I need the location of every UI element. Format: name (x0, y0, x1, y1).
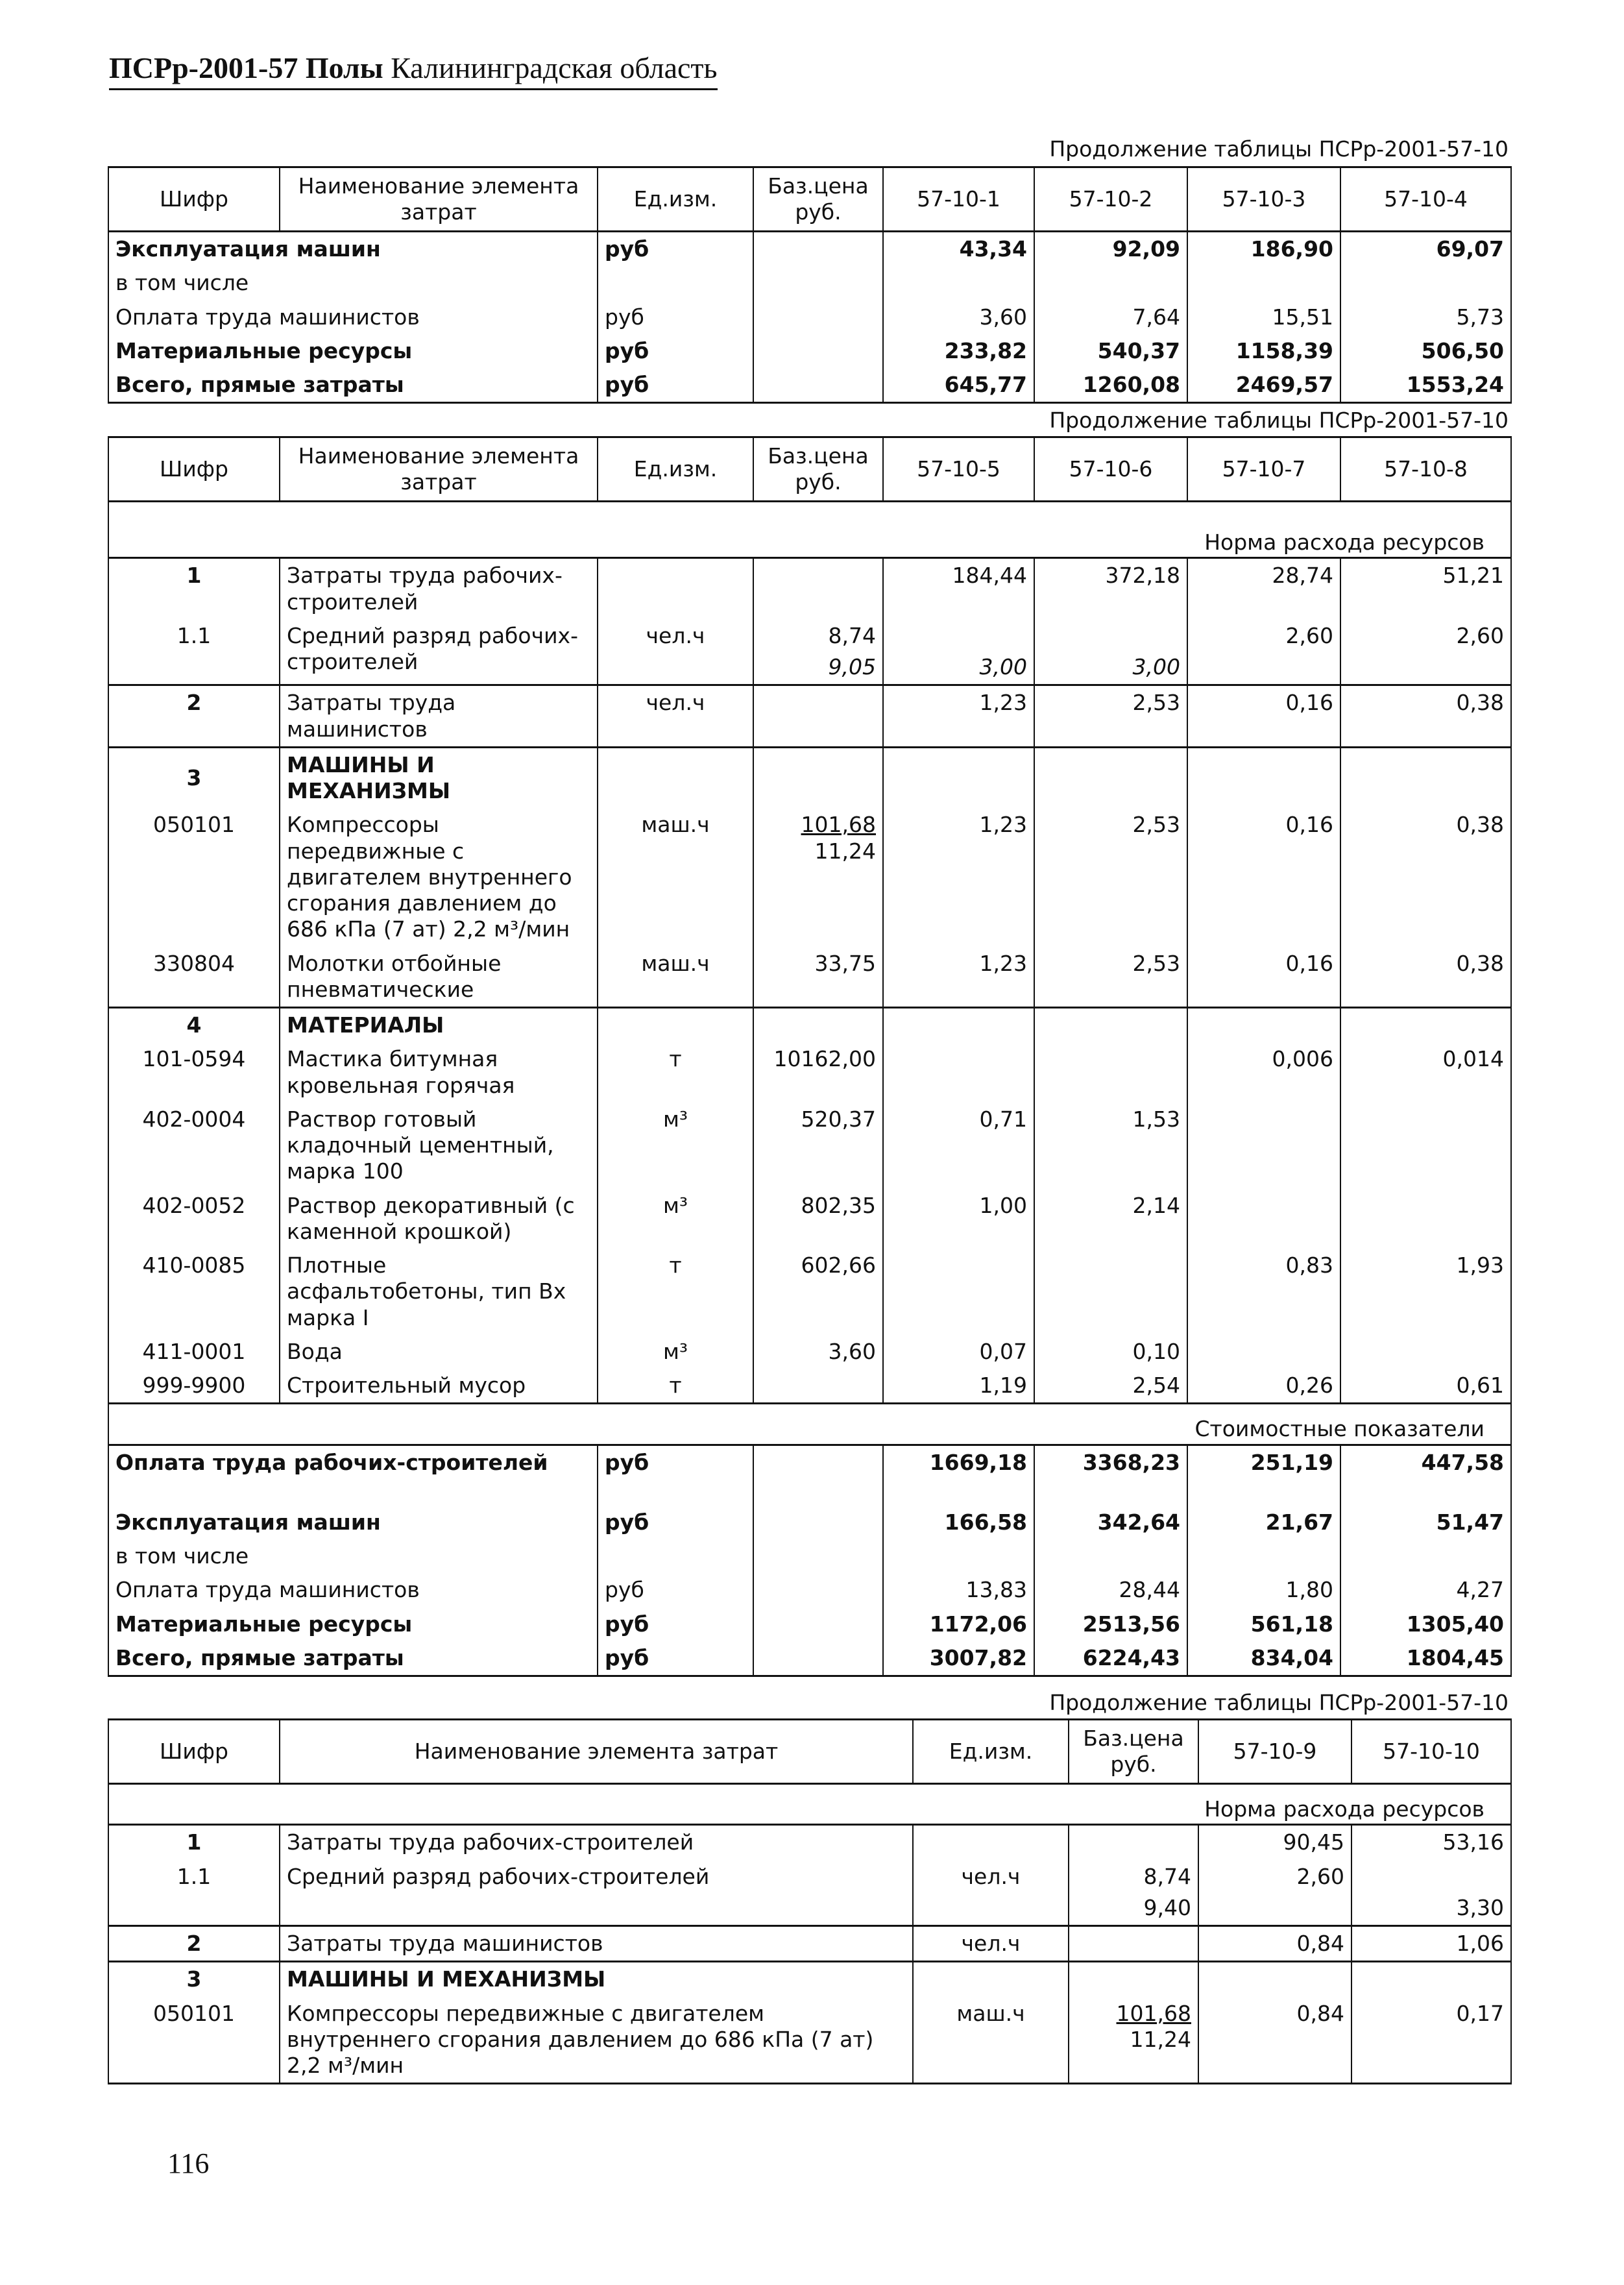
table-row (108, 1962, 1511, 1997)
table-row (108, 1641, 1511, 1676)
row-unit: м³ (598, 1103, 753, 1189)
document-region: Калининградская область (391, 51, 718, 84)
row-price-secondary: 11,24 (814, 838, 876, 864)
value-cell: 2,60 (1198, 1860, 1351, 1926)
row-unit: т (598, 1249, 753, 1335)
row-code: 411-0001 (108, 1335, 280, 1369)
row-unit: маш.ч (598, 808, 753, 946)
row-unit: м³ (598, 1335, 753, 1369)
row-price: 802,35 (753, 1189, 883, 1249)
row-unit: маш.ч (913, 1997, 1069, 2084)
row-price: 8,74 (828, 622, 876, 648)
value-cell (1187, 1335, 1340, 1369)
value-cell: 561,18 (1187, 1607, 1340, 1641)
row-code: 050101 (108, 1997, 280, 2084)
row-unit: т (598, 1369, 753, 1404)
band-cost-label: Стоимостные показатели (108, 1404, 1511, 1445)
document-section: Полы (305, 51, 383, 84)
row-unit: чел.ч (913, 1860, 1069, 1926)
col-header-name: Наименование элемента затрат (280, 167, 598, 232)
col-header-57-10-3: 57-10-3 (1187, 167, 1340, 232)
value-cell: 0,84 (1198, 1926, 1351, 1962)
band-row (108, 1404, 1511, 1445)
value-cell: 4,27 (1340, 1573, 1511, 1607)
value-cell (1340, 1189, 1511, 1249)
value-cell: 166,58 (883, 1506, 1034, 1539)
value-cell: 1553,24 (1340, 368, 1511, 403)
col-header-57-10-4: 57-10-4 (1340, 167, 1511, 232)
row-name: Всего, прямые затраты (108, 1641, 598, 1676)
col-header-code: Шифр (108, 437, 280, 502)
value-cell: 0,38 (1340, 685, 1511, 748)
table-row (108, 1573, 1511, 1607)
row-name: Вода (280, 1335, 598, 1369)
value-cell: 2,60 (1187, 619, 1340, 685)
row-price (753, 1369, 883, 1404)
table3-continuation-caption: Продолжение таблицы ПСРр-2001-57-10 (1049, 1690, 1509, 1715)
table-row (108, 232, 1511, 267)
row-price: 101,68 (801, 812, 876, 838)
row-name: Средний разряд рабочих-строителей (280, 1860, 913, 1926)
table2 (108, 436, 1512, 1677)
table-row (108, 558, 1511, 619)
value-cell: 447,58 (1340, 1445, 1511, 1506)
row-unit: маш.ч (598, 947, 753, 1008)
row-price (753, 685, 883, 748)
col-header-57-10-8: 57-10-8 (1340, 437, 1511, 502)
value-cell: 1158,39 (1187, 334, 1340, 368)
value-cell: 0,26 (1187, 1369, 1340, 1404)
row-code: 1 (108, 1825, 280, 1860)
row-unit: руб (598, 300, 753, 334)
value-cell: 3,00 (883, 619, 1034, 685)
table-row (108, 368, 1511, 403)
value-cell (1034, 1249, 1187, 1335)
value-cell: 5,73 (1340, 300, 1511, 334)
section-heading: МАТЕРИАЛЫ (280, 1008, 598, 1043)
value-cell: 3007,82 (883, 1641, 1034, 1676)
row-price (1069, 1926, 1198, 1962)
row-unit (913, 1825, 1069, 1860)
row-unit: т (598, 1042, 753, 1103)
row-price-secondary: 9,40 (1143, 1894, 1191, 1920)
row-name: Всего, прямые затраты (108, 368, 598, 403)
value-cell: 233,82 (883, 334, 1034, 368)
table-row (108, 1539, 1511, 1573)
value-cell: 0,71 (883, 1103, 1034, 1189)
row-unit: руб (598, 1445, 753, 1506)
row-name: Раствор готовый кладочный цементный, марка 100 (280, 1103, 598, 1189)
row-unit: чел.ч (913, 1926, 1069, 1962)
value-cell: 43,34 (883, 232, 1034, 267)
table-row (108, 1860, 1511, 1926)
value-cell: 53,16 (1351, 1825, 1511, 1860)
row-name: в том числе (108, 266, 598, 300)
row-unit (598, 558, 753, 619)
row-name: Эксплуатация машин (108, 1506, 598, 1539)
col-header-code: Шифр (108, 167, 280, 232)
value-cell: 28,74 (1187, 558, 1340, 619)
row-code: 4 (108, 1008, 280, 1043)
row-name: в том числе (108, 1539, 598, 1573)
value-cell: 342,64 (1034, 1506, 1187, 1539)
value-cell: 0,006 (1187, 1042, 1340, 1103)
row-name: Компрессоры передвижные с двигателем внутреннего сгорания давлением до 686 кПа (7 ат) 2,2 м³/мин (280, 808, 598, 946)
value-cell: 3368,23 (1034, 1445, 1187, 1506)
value-cell: 1305,40 (1340, 1607, 1511, 1641)
band-row (108, 1784, 1511, 1825)
row-code: 101-0594 (108, 1042, 280, 1103)
table1 (108, 166, 1512, 404)
table-row (108, 1103, 1511, 1189)
value-cell: 1172,06 (883, 1607, 1034, 1641)
row-code: 330804 (108, 947, 280, 1008)
row-code: 2 (108, 1926, 280, 1962)
row-price: 33,75 (753, 947, 883, 1008)
table2-header-row (108, 437, 1511, 502)
value-cell: 0,16 (1187, 947, 1340, 1008)
value-cell: 1,53 (1034, 1103, 1187, 1189)
table-row (108, 747, 1511, 808)
value-cell: 540,37 (1034, 334, 1187, 368)
page-header (109, 53, 718, 90)
row-code: 410-0085 (108, 1249, 280, 1335)
value-cell: 506,50 (1340, 334, 1511, 368)
value-cell: 1,06 (1351, 1926, 1511, 1962)
value-cell: 3,30 (1351, 1860, 1511, 1926)
value-cell: 92,09 (1034, 232, 1187, 267)
row-name: Затраты труда рабочих-строителей (280, 558, 598, 619)
table-row (108, 300, 1511, 334)
row-unit: м³ (598, 1189, 753, 1249)
col-header-price: Баз.цена руб. (753, 167, 883, 232)
row-price: 10162,00 (753, 1042, 883, 1103)
row-name: Строительный мусор (280, 1369, 598, 1404)
value-cell: 0,38 (1340, 808, 1511, 946)
table-row (108, 1926, 1511, 1962)
value-cell: 1,19 (883, 1369, 1034, 1404)
value-cell: 0,83 (1187, 1249, 1340, 1335)
table-row (108, 1335, 1511, 1369)
row-unit: руб (598, 334, 753, 368)
value-cell: 0,17 (1351, 1997, 1511, 2084)
table-row (108, 1369, 1511, 1404)
row-name: Оплата труда рабочих-строителей (108, 1445, 598, 1506)
document-code: ПСРр-2001-57 (109, 51, 298, 84)
value-cell: 51,47 (1340, 1506, 1511, 1539)
value-cell: 2,53 (1034, 685, 1187, 748)
value-cell: 1,00 (883, 1189, 1034, 1249)
band-norm-label: Норма расхода ресурсов (108, 1784, 1511, 1825)
row-name: Затраты труда машинистов (280, 1926, 913, 1962)
table-row (108, 1189, 1511, 1249)
value-cell: 0,16 (1187, 685, 1340, 748)
row-price: 101,68 (1116, 2000, 1191, 2026)
row-name: Мастика битумная кровельная горячая (280, 1042, 598, 1103)
value-cell: 90,45 (1198, 1825, 1351, 1860)
row-code: 402-0052 (108, 1189, 280, 1249)
col-header-code: Шифр (108, 1720, 280, 1784)
value-cell: 834,04 (1187, 1641, 1340, 1676)
value-cell: 0,16 (1187, 808, 1340, 946)
band-norm-label: Норма расхода ресурсов (108, 502, 1511, 558)
col-header-57-10-6: 57-10-6 (1034, 437, 1187, 502)
value-cell: 1,23 (883, 808, 1034, 946)
row-name: Молотки отбойные пневматические (280, 947, 598, 1008)
row-name: Материальные ресурсы (108, 1607, 598, 1641)
row-name: Оплата труда машинистов (108, 300, 598, 334)
value-cell: 69,07 (1340, 232, 1511, 267)
value-cell (883, 1042, 1034, 1103)
row-code: 3 (108, 747, 280, 808)
row-unit: руб (598, 1506, 753, 1539)
row-price: 8,74 (1143, 1863, 1191, 1889)
row-unit: руб (598, 1607, 753, 1641)
table-row (108, 266, 1511, 300)
row-price-secondary: 9,05 (828, 654, 876, 679)
row-name: Материальные ресурсы (108, 334, 598, 368)
col-header-name: Наименование элемента затрат (280, 437, 598, 502)
col-header-unit: Ед.изм. (913, 1720, 1069, 1784)
value-cell: 15,51 (1187, 300, 1340, 334)
col-header-unit: Ед.изм. (598, 437, 753, 502)
value-cell: 1669,18 (883, 1445, 1034, 1506)
table-row (108, 1249, 1511, 1335)
row-price: 520,37 (753, 1103, 883, 1189)
value-cell (1187, 1189, 1340, 1249)
table1-continuation-caption: Продолжение таблицы ПСРр-2001-57-10 (1049, 136, 1509, 162)
value-cell: 2469,57 (1187, 368, 1340, 403)
row-name: Компрессоры передвижные с двигателем внутреннего сгорания давлением до 686 кПа (7 ат) 2,2 м³/мин (280, 1997, 913, 2084)
row-price: 602,66 (753, 1249, 883, 1335)
col-header-57-10-10: 57-10-10 (1351, 1720, 1511, 1784)
row-name: Оплата труда машинистов (108, 1573, 598, 1607)
value-cell (1340, 1103, 1511, 1189)
value-cell: 1,23 (883, 685, 1034, 748)
value-cell: 6224,43 (1034, 1641, 1187, 1676)
row-price-secondary: 11,24 (1130, 2026, 1191, 2052)
col-header-price: Баз.цена руб. (753, 437, 883, 502)
table-row (108, 1506, 1511, 1539)
value-cell: 645,77 (883, 368, 1034, 403)
value-cell (1187, 1103, 1340, 1189)
row-code: 050101 (108, 808, 280, 946)
table-row (108, 334, 1511, 368)
row-unit: чел.ч (598, 619, 753, 685)
row-name: Средний разряд рабочих-строителей (280, 619, 598, 685)
value-cell: 21,67 (1187, 1506, 1340, 1539)
row-code: 2 (108, 685, 280, 748)
band-row (108, 502, 1511, 558)
col-header-57-10-7: 57-10-7 (1187, 437, 1340, 502)
row-code: 1.1 (108, 1860, 280, 1926)
value-cell: 0,014 (1340, 1042, 1511, 1103)
value-cell: 0,07 (883, 1335, 1034, 1369)
table-row (108, 1997, 1511, 2084)
value-cell: 0,84 (1198, 1997, 1351, 2084)
col-header-57-10-5: 57-10-5 (883, 437, 1034, 502)
page-number: 116 (167, 2147, 210, 2179)
value-cell (1034, 1042, 1187, 1103)
table-row (108, 808, 1511, 946)
table-row (108, 1445, 1511, 1506)
value-cell: 1,93 (1340, 1249, 1511, 1335)
row-name: Затраты труда рабочих-строителей (280, 1825, 913, 1860)
col-header-unit: Ед.изм. (598, 167, 753, 232)
value-cell: 2,53 (1034, 947, 1187, 1008)
row-unit: руб (598, 1573, 753, 1607)
row-unit: руб (598, 1641, 753, 1676)
table2-continuation-caption: Продолжение таблицы ПСРр-2001-57-10 (1049, 408, 1509, 433)
value-cell: 372,18 (1034, 558, 1187, 619)
value-cell: 51,21 (1340, 558, 1511, 619)
value-cell: 1260,08 (1034, 368, 1187, 403)
row-price: 3,60 (753, 1335, 883, 1369)
col-header-name: Наименование элемента затрат (280, 1720, 913, 1784)
value-cell (883, 1249, 1034, 1335)
value-cell: 3,00 (1034, 619, 1187, 685)
value-cell: 0,10 (1034, 1335, 1187, 1369)
value-cell: 1,23 (883, 947, 1034, 1008)
table-row (108, 619, 1511, 685)
value-cell: 2,53 (1034, 808, 1187, 946)
row-name: Плотные асфальтобетоны, тип Вх марка I (280, 1249, 598, 1335)
table1-header-row (108, 167, 1511, 232)
col-header-57-10-9: 57-10-9 (1198, 1720, 1351, 1784)
value-cell: 251,19 (1187, 1445, 1340, 1506)
value-cell: 0,38 (1340, 947, 1511, 1008)
value-cell: 184,44 (883, 558, 1034, 619)
row-unit: руб (598, 368, 753, 403)
table-row (108, 1042, 1511, 1103)
value-cell: 2,54 (1034, 1369, 1187, 1404)
table-row (108, 1607, 1511, 1641)
value-cell: 28,44 (1034, 1573, 1187, 1607)
table-row (108, 947, 1511, 1008)
row-code: 999-9900 (108, 1369, 280, 1404)
table3 (108, 1718, 1512, 2084)
section-heading: МАШИНЫ И МЕХАНИЗМЫ (280, 1962, 913, 1997)
row-name: Эксплуатация машин (108, 232, 598, 267)
value-cell: 0,61 (1340, 1369, 1511, 1404)
value-cell: 7,64 (1034, 300, 1187, 334)
row-unit: чел.ч (598, 685, 753, 748)
row-code: 1 (108, 558, 280, 619)
value-cell: 2,60 (1340, 619, 1511, 685)
table-row (108, 1008, 1511, 1043)
table-row (108, 685, 1511, 748)
col-header-price: Баз.цена руб. (1069, 1720, 1198, 1784)
row-name: Раствор декоративный (с каменной крошкой) (280, 1189, 598, 1249)
table-row (108, 1825, 1511, 1860)
row-code: 3 (108, 1962, 280, 1997)
row-unit: руб (598, 232, 753, 267)
row-code: 402-0004 (108, 1103, 280, 1189)
value-cell: 1,80 (1187, 1573, 1340, 1607)
col-header-57-10-1: 57-10-1 (883, 167, 1034, 232)
value-cell: 13,83 (883, 1573, 1034, 1607)
value-cell: 3,60 (883, 300, 1034, 334)
col-header-57-10-2: 57-10-2 (1034, 167, 1187, 232)
table3-header-row (108, 1720, 1511, 1784)
row-price (1069, 1825, 1198, 1860)
row-name: Затраты труда машинистов (280, 685, 598, 748)
value-cell: 1804,45 (1340, 1641, 1511, 1676)
value-cell: 2513,56 (1034, 1607, 1187, 1641)
value-cell: 2,14 (1034, 1189, 1187, 1249)
row-code: 1.1 (108, 619, 280, 685)
value-cell (1340, 1335, 1511, 1369)
section-heading: МАШИНЫ И МЕХАНИЗМЫ (280, 747, 598, 808)
value-cell: 186,90 (1187, 232, 1340, 267)
row-price (753, 558, 883, 619)
